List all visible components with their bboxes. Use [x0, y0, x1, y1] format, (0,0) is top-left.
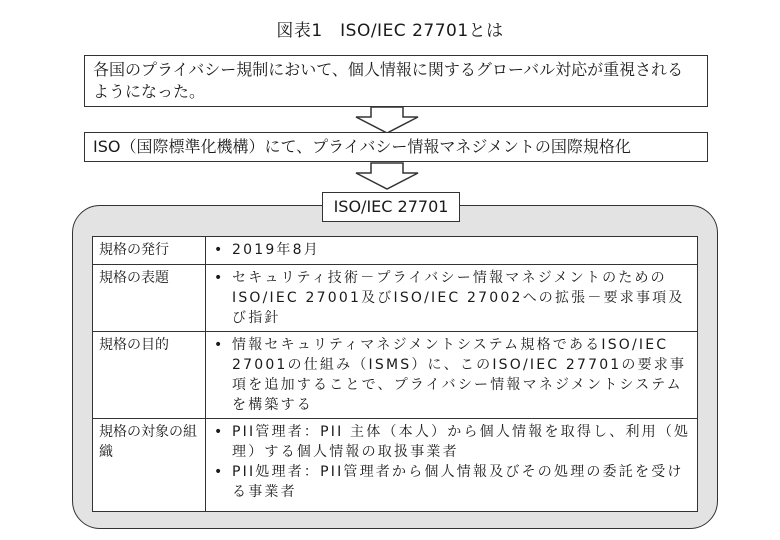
list-item: • PII処理者：PII管理者から個人情報及びその処理の委託を受ける事業者 [232, 462, 691, 502]
row-value [206, 265, 698, 332]
row-key: 規格の表題 [93, 265, 206, 332]
row-value [206, 419, 698, 512]
list-item: • 情報セキュリティマネジメントシステム規格であるISO/IEC 27001の仕組み（ISMS）に、このISO/IEC 27701の要求事項を追加することで、プライバシー情報マネジメントシステムを構築する [232, 335, 691, 415]
table-row [93, 332, 698, 419]
row-key: 規格の目的 [93, 332, 206, 419]
step-box-background [84, 55, 708, 107]
table-row [93, 419, 698, 512]
table-row [93, 265, 698, 332]
step-text: 各国のプライバシー規制において、個人情報に関するグローバル対応が重視されるようになった。 [93, 60, 684, 101]
list-item: • PII管理者：PII 主体（本人）から個人情報を取得し、利用（処理）する個人情報の取扱事業者 [232, 422, 691, 462]
down-arrow-icon [354, 162, 420, 190]
figure-title: 図表1 ISO/IEC 27701とは [276, 21, 504, 41]
row-key: 規格の発行 [93, 237, 206, 265]
list-item: • 2019年8月 [232, 240, 691, 260]
step-text: ISO（国際標準化機構）にて、プライバシー情報マネジメントの国際規格化 [93, 137, 631, 156]
list-item: • セキュリティ技術－プライバシー情報マネジメントのためのISO/IEC 27001及びISO/IEC 27002への拡張－要求事項及び指針 [232, 268, 691, 328]
down-arrow-icon [354, 106, 420, 134]
step-box-standardization [84, 132, 708, 162]
row-value [206, 237, 698, 265]
panel-label: ISO/IEC 27701 [322, 192, 460, 222]
row-key: 規格の対象の組織 [93, 419, 206, 512]
table-row [93, 237, 698, 265]
standard-spec-table [92, 236, 698, 512]
row-value [206, 332, 698, 419]
